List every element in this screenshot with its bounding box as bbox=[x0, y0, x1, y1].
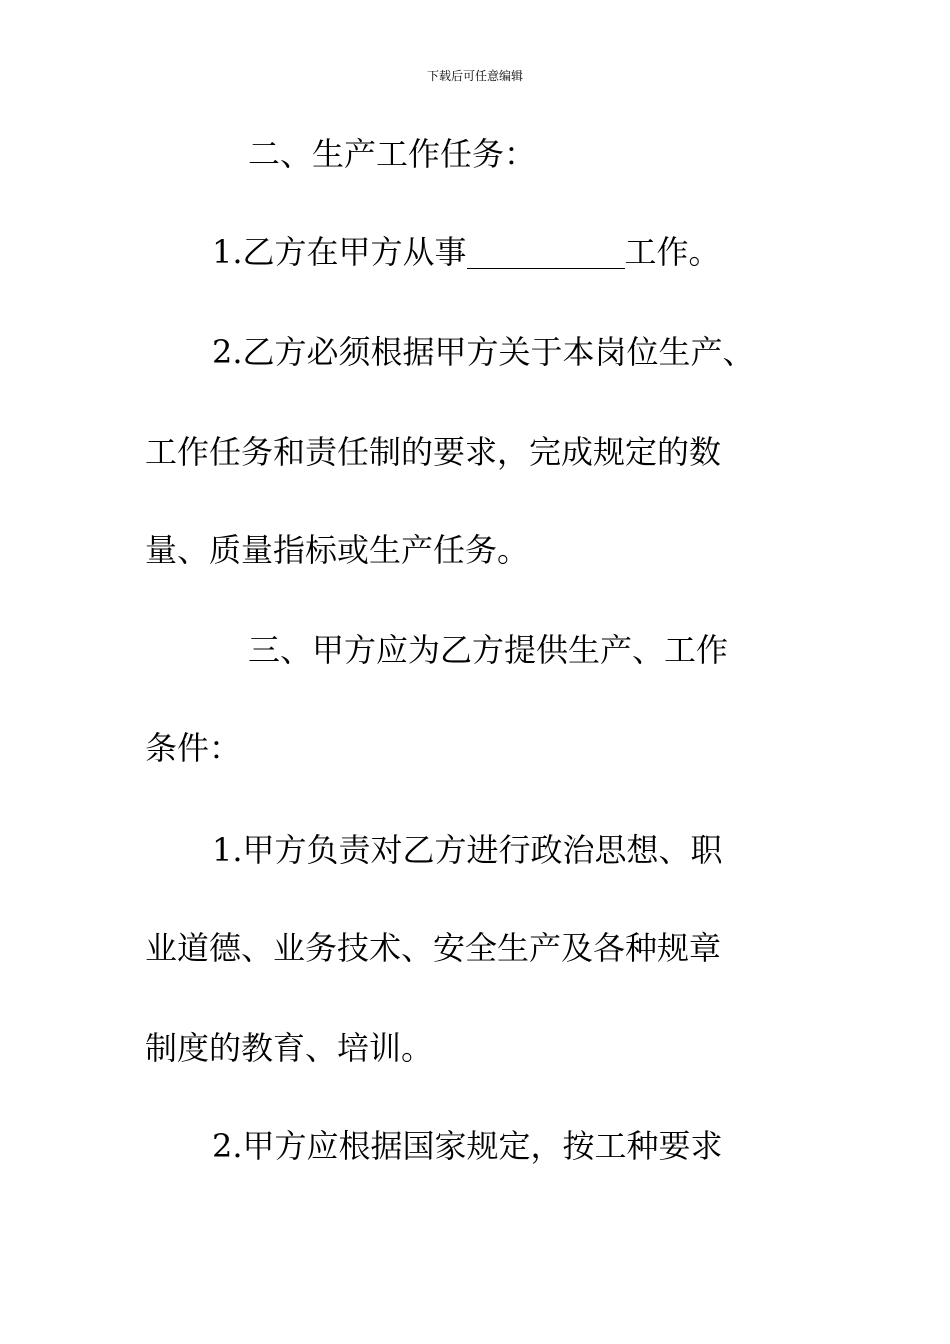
paragraph-line: 1.甲方负责对乙方进行政治思想、职 bbox=[212, 831, 723, 869]
clause-text: 1.乙方在甲方从事 bbox=[212, 233, 467, 271]
paragraph-line: 业道德、业务技术、安全生产及各种规章 bbox=[145, 929, 722, 967]
paragraph-line: 量、质量指标或生产任务。 bbox=[145, 531, 530, 569]
fill-in-blank[interactable] bbox=[467, 236, 625, 269]
section-two-heading: 二、生产工作任务： bbox=[248, 135, 537, 173]
paragraph-line: 2.乙方必须根据甲方关于本岗位生产、 bbox=[212, 333, 755, 371]
paragraph-line: 制度的教育、培训。 bbox=[145, 1029, 434, 1067]
paragraph-line bbox=[212, 232, 892, 272]
clause-text: 工作。 bbox=[624, 233, 721, 271]
paragraph-line: 工作任务和责任制的要求，完成规定的数 bbox=[145, 433, 722, 471]
paragraph-line: 2.甲方应根据国家规定，按工种要求 bbox=[212, 1127, 723, 1165]
page-header-note: 下载后可任意编辑 bbox=[426, 69, 523, 83]
section-three-heading: 三、甲方应为乙方提供生产、工作 bbox=[248, 631, 729, 669]
paragraph-line: 条件： bbox=[145, 729, 242, 767]
